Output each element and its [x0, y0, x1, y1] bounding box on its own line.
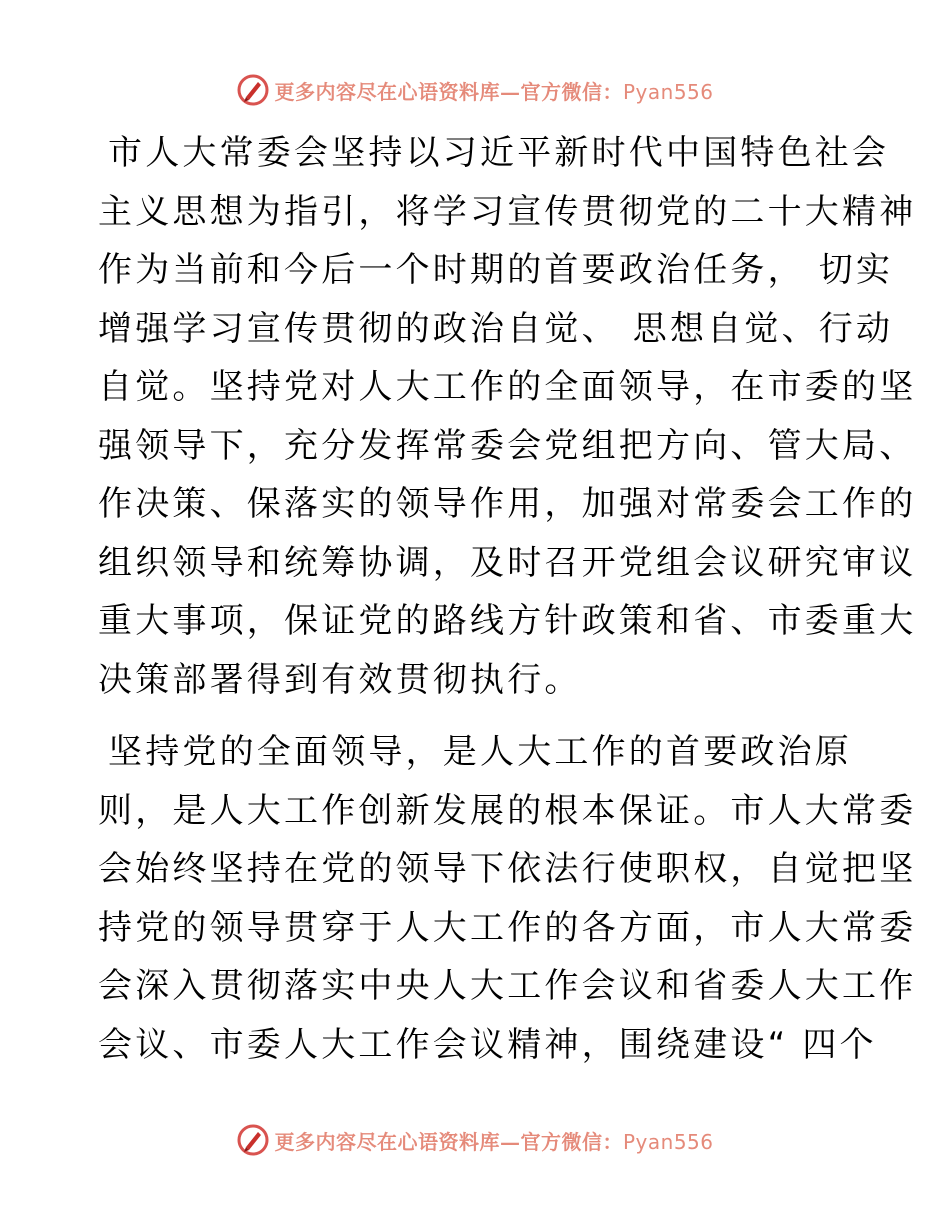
text-line: 主义思想为指引，将学习宣传贯彻党的二十大精神 — [98, 191, 917, 232]
header-watermark — [0, 70, 950, 110]
text-line: 重大事项，保证党的路线方针政策和省、市委重大 — [98, 601, 917, 641]
paragraph-1 — [98, 124, 917, 709]
footer-watermark — [0, 1120, 950, 1160]
paragraph-2 — [98, 723, 917, 1074]
text-line: 市人大常委会坚持以习近平新时代中国特色社会 — [108, 133, 890, 173]
watermark-text: 更多内容尽在心语资料库—官方微信：Pyan556 — [274, 79, 714, 104]
text-line: 则，是人大工作创新发展的根本保证。市人大常委 — [98, 790, 917, 831]
text-line: 作决策、保落实的领导作用，加强对常委会工作的 — [98, 484, 917, 524]
text-line: 会议、市委人大工作会议精神，围绕建设“ 四个 — [98, 1024, 877, 1065]
watermark-text: 更多内容尽在心语资料库—官方微信：Pyan556 — [274, 1129, 714, 1154]
text-line: 坚持党的全面领导，是人大工作的首要政治原 — [108, 732, 852, 772]
text-line: 自觉。坚持党对人大工作的全面领导，在市委的坚 — [98, 367, 917, 407]
text-line: 会深入贯彻落实中央人大工作会议和省委人大工作 — [98, 966, 917, 1006]
text-line: 会始终坚持在党的领导下依法行使职权，自觉把坚 — [98, 849, 917, 889]
text-line: 组织领导和统筹协调，及时召开党组会议研究审议 — [98, 542, 917, 583]
watermark-wechat-id: Pyan556 — [622, 1129, 714, 1154]
text-line: 作为当前和今后一个时期的首要政治任务， 切实 — [98, 250, 894, 290]
text-line: 增强学习宣传贯彻的政治自觉、 思想自觉、行动 — [98, 308, 894, 349]
pen-seal-icon — [236, 73, 270, 107]
text-line: 持党的领导贯穿于人大工作的各方面，市人大常委 — [98, 907, 917, 948]
pen-seal-icon — [236, 1123, 270, 1157]
text-line: 强领导下，充分发挥常委会党组把方向、管大局、 — [98, 425, 917, 466]
text-line: 决策部署得到有效贯彻执行。 — [98, 659, 582, 700]
document-body — [98, 124, 917, 1088]
watermark-wechat-id: Pyan556 — [622, 79, 714, 104]
